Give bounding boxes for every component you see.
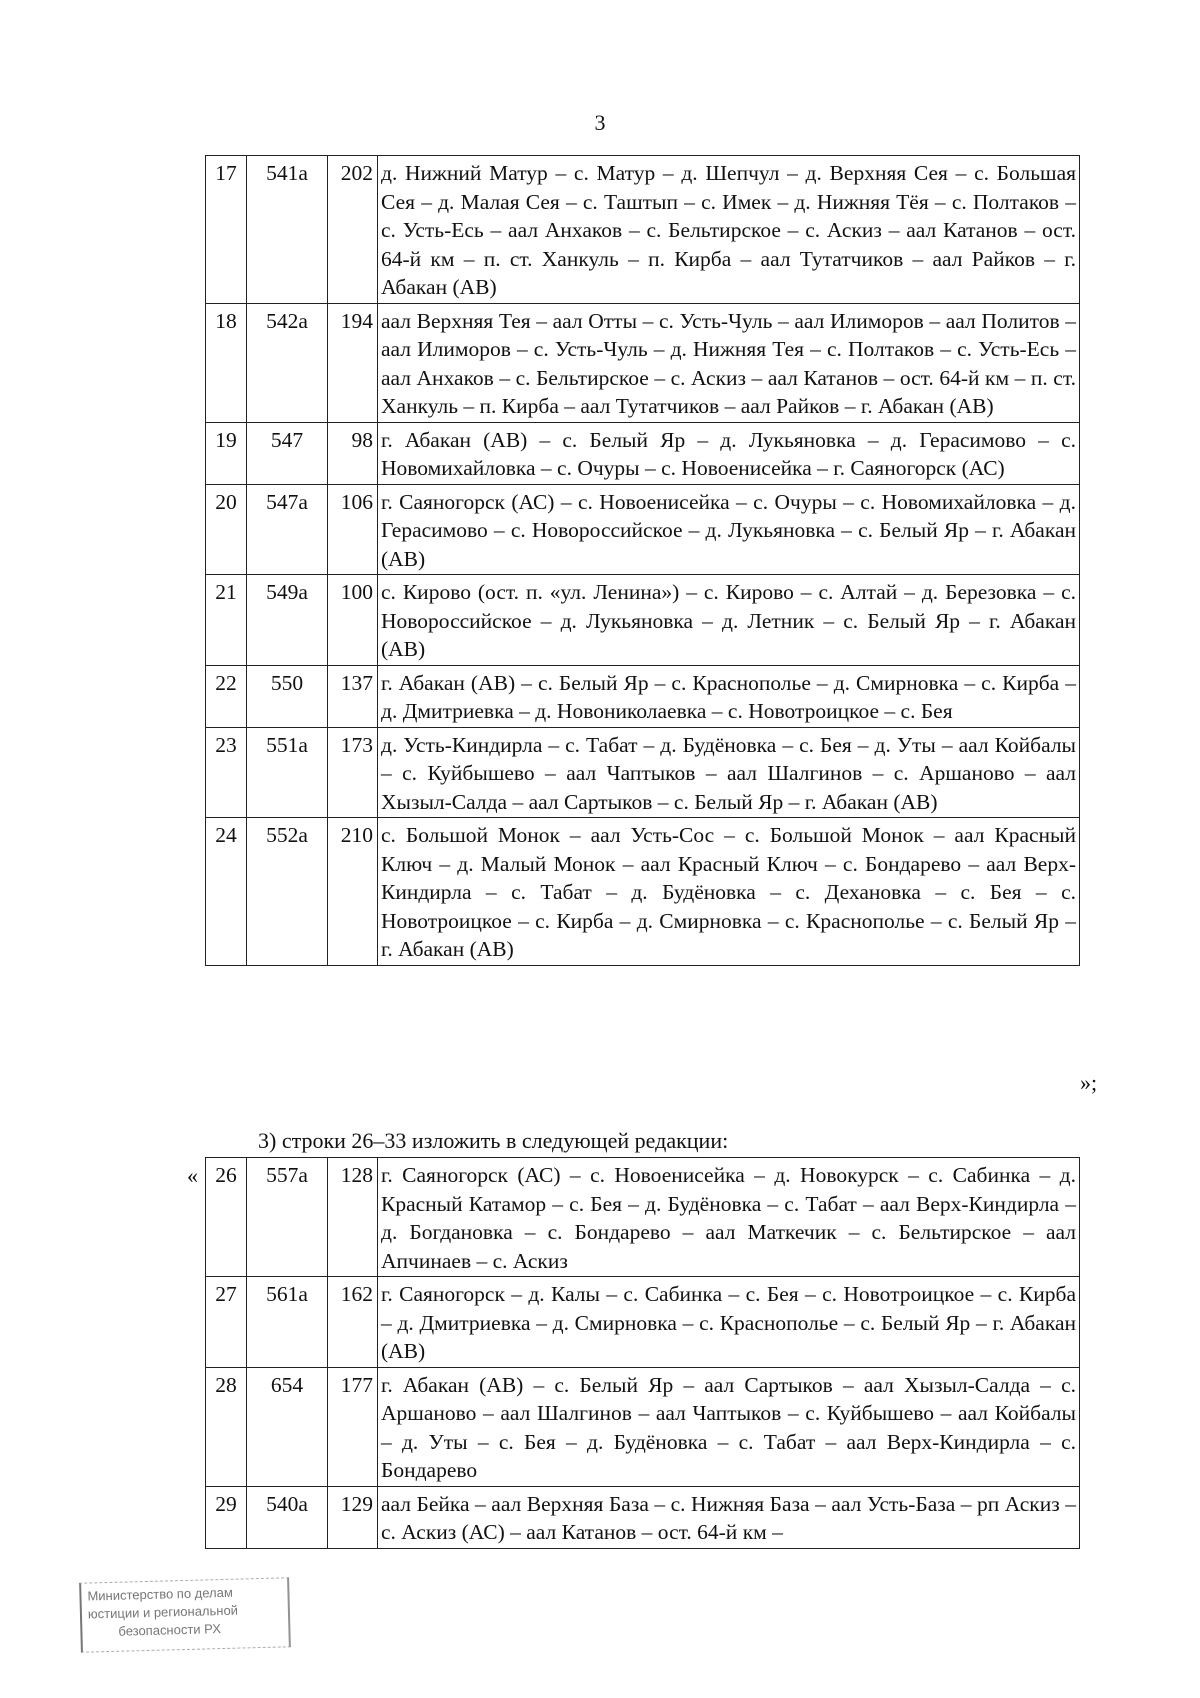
row-number: 23	[206, 727, 247, 818]
row-number: 21	[206, 575, 247, 666]
route-code: 654	[247, 1367, 328, 1486]
route-description: д. Усть-Киндирла – с. Табат – д. Будёновка – с. Бея – д. Уты – аал Койбалы – с. Куйбышево – аал Чаптыков – аал Шалгинов – с. Аршаново – аал Хызыл-Салда – аал Сартыков – с. Белый Яр – г. Абакан (АВ)	[378, 727, 1080, 818]
route-code: 561а	[247, 1277, 328, 1368]
row-number: 26	[206, 1158, 247, 1277]
route-description: г. Саяногорск (АС) – с. Новоенисейка – с. Очуры – с. Новомихайловка – д. Герасимово – с. Новороссийское – д. Лукьяновка – с. Белый Яр – г. Абакан (АВ)	[378, 484, 1080, 575]
route-code: 552а	[247, 818, 328, 966]
route-description: г. Саяногорск (АС) – с. Новоенисейка – д. Новокурск – с. Сабинка – д. Красный Катамор – с. Бея – д. Будёновка – с. Табат – аал Верх-Киндирла – д. Богдановка – с. Бондарево – аал Маткечик – с. Бельтирское – аал Апчинаев – с. Аскиз	[378, 1158, 1080, 1277]
route-length: 98	[328, 422, 378, 484]
row-number: 17	[206, 156, 247, 304]
table-row	[206, 422, 1080, 484]
route-length: 100	[328, 575, 378, 666]
route-length: 162	[328, 1277, 378, 1368]
table-row	[206, 818, 1080, 966]
route-length: 210	[328, 818, 378, 966]
route-length: 106	[328, 484, 378, 575]
route-length: 128	[328, 1158, 378, 1277]
route-length: 202	[328, 156, 378, 304]
row-number: 24	[206, 818, 247, 966]
route-code: 542а	[247, 303, 328, 422]
route-length: 177	[328, 1367, 378, 1486]
row-number: 18	[206, 303, 247, 422]
stamp-line: безопасности РХ	[118, 1621, 222, 1639]
row-number: 22	[206, 665, 247, 727]
route-code: 549а	[247, 575, 328, 666]
route-description: г. Абакан (АВ) – с. Белый Яр – аал Сартыков – аал Хызыл-Салда – с. Аршаново – аал Шалгинов – аал Чаптыков – с. Куйбышево – аал Койбалы – д. Уты – с. Бея – д. Будёновка – с. Табат – аал Верх-Киндирла – с. Бондарево	[378, 1367, 1080, 1486]
route-length: 129	[328, 1486, 378, 1548]
closing-quote: »;	[1080, 1070, 1098, 1095]
route-code: 547	[247, 422, 328, 484]
route-description: д. Нижний Матур – с. Матур – д. Шепчул – д. Верхняя Сея – с. Большая Сея – д. Малая Сея – с. Таштып – с. Имек – д. Нижняя Тёя – с. Полтаков – с. Усть-Есь – аал Анхаков – с. Бельтирское – с. Аскиз – аал Катанов – ост. 64-й км – п. ст. Ханкуль – п. Кирба – аал Тутатчиков – аал Райков – г. Абакан (АВ)	[378, 156, 1080, 304]
route-code: 540а	[247, 1486, 328, 1548]
route-description: с. Кирово (ост. п. «ул. Ленина») – с. Кирово – с. Алтай – д. Березовка – с. Новороссийское – д. Лукьяновка – д. Летник – с. Белый Яр – г. Абакан (АВ)	[378, 575, 1080, 666]
amendment-instruction: 3) строки 26–33 изложить в следующей редакции:	[258, 1128, 729, 1153]
route-code: 557а	[247, 1158, 328, 1277]
route-description: г. Саяногорск – д. Калы – с. Сабинка – с. Бея – с. Новотроицкое – с. Кирба – д. Дмитриевка – д. Смирновка – с. Краснополье – с. Белый Яр – г. Абакан (АВ)	[378, 1277, 1080, 1368]
table-row	[206, 727, 1080, 818]
table-row	[206, 1367, 1080, 1486]
routes-table-1	[205, 155, 1080, 966]
route-description: аал Бейка – аал Верхняя База – с. Нижняя База – аал Усть-База – рп Аскиз – с. Аскиз (АС) – аал Катанов – ост. 64-й км –	[378, 1486, 1080, 1548]
row-number: 20	[206, 484, 247, 575]
route-code: 550	[247, 665, 328, 727]
route-code: 547а	[247, 484, 328, 575]
row-number: 28	[206, 1367, 247, 1486]
table-row	[206, 1486, 1080, 1548]
table-row	[206, 484, 1080, 575]
stamp-line: Министерство по делам	[87, 1584, 233, 1604]
table-row	[206, 1277, 1080, 1368]
route-description: аал Верхняя Тея – аал Отты – с. Усть-Чуль – аал Илиморов – аал Политов – аал Илиморов – с. Усть-Чуль – д. Нижняя Тея – с. Полтаков – с. Усть-Есь – аал Анхаков – с. Бельтирское – с. Аскиз – аал Катанов – ост. 64-й км – п. ст. Ханкуль – п. Кирба – аал Тутатчиков – аал Райков – г. Абакан (АВ)	[378, 303, 1080, 422]
route-code: 551а	[247, 727, 328, 818]
route-length: 137	[328, 665, 378, 727]
row-number: 29	[206, 1486, 247, 1548]
table-row	[206, 303, 1080, 422]
routes-table-2	[205, 1157, 1080, 1549]
route-length: 173	[328, 727, 378, 818]
page-number: 3	[594, 110, 606, 135]
row-number: 27	[206, 1277, 247, 1368]
table-row	[206, 575, 1080, 666]
route-code: 541а	[247, 156, 328, 304]
route-description: с. Большой Монок – аал Усть-Сос – с. Большой Монок – аал Красный Ключ – д. Малый Монок – аал Красный Ключ – с. Бондарево – аал Верх-Киндирла – с. Табат – д. Будёновка – с. Дехановка – с. Бея – с. Новотроицкое – с. Кирба – д. Смирновка – с. Краснополье – с. Белый Яр – г. Абакан (АВ)	[378, 818, 1080, 966]
row-number: 19	[206, 422, 247, 484]
table-row	[206, 156, 1080, 304]
route-description: г. Абакан (АВ) – с. Белый Яр – д. Лукьяновка – д. Герасимово – с. Новомихайловка – с. Очуры – с. Новоенисейка – г. Саяногорск (АС)	[378, 422, 1080, 484]
route-length: 194	[328, 303, 378, 422]
registration-stamp	[79, 1577, 291, 1652]
opening-quote: «	[187, 1163, 198, 1188]
table-row	[206, 1158, 1080, 1277]
stamp-line: юстиции и региональной	[87, 1602, 239, 1622]
table-row	[206, 665, 1080, 727]
route-description: г. Абакан (АВ) – с. Белый Яр – с. Краснополье – д. Смирновка – с. Кирба – д. Дмитриевка – д. Новониколаевка – с. Новотроицкое – с. Бея	[378, 665, 1080, 727]
